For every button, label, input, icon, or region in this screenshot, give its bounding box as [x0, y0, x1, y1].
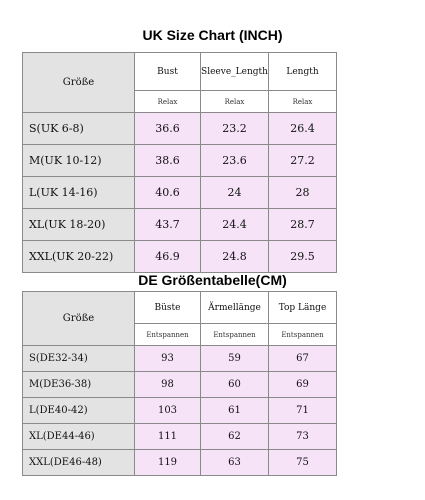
- size-label: M(DE36-38): [23, 372, 135, 398]
- length-value: 28: [269, 177, 337, 209]
- length-value: 69: [269, 372, 337, 398]
- bust-value: 43.7: [135, 209, 201, 241]
- sleeve-length-header: Sleeve_Length: [201, 53, 269, 91]
- size-label: S(UK 6-8): [23, 113, 135, 145]
- length-value: 27.2: [269, 145, 337, 177]
- table-row: [23, 113, 337, 145]
- length-fit-label: Relax: [269, 91, 337, 113]
- table-row: [23, 450, 337, 476]
- length-value: 71: [269, 398, 337, 424]
- size-label: XL(UK 18-20): [23, 209, 135, 241]
- size-label: XL(DE44-46): [23, 424, 135, 450]
- sleeve-value: 24: [201, 177, 269, 209]
- bust-value: 93: [135, 346, 201, 372]
- bust-value: 111: [135, 424, 201, 450]
- sleeve-value: 23.2: [201, 113, 269, 145]
- table-row: [23, 177, 337, 209]
- uk-size-chart-title: UK Size Chart (INCH): [142, 27, 283, 43]
- table-row: [23, 372, 337, 398]
- bust-fit-label: Entspannen: [135, 324, 201, 346]
- bust-value: 103: [135, 398, 201, 424]
- bust-value: 98: [135, 372, 201, 398]
- size-column-header: Größe: [23, 292, 135, 346]
- length-value: 28.7: [269, 209, 337, 241]
- bust-header: Büste: [135, 292, 201, 324]
- bust-value: 40.6: [135, 177, 201, 209]
- bust-header: Bust: [135, 53, 201, 91]
- sleeve-value: 60: [201, 372, 269, 398]
- sleeve-value: 59: [201, 346, 269, 372]
- table-row: [23, 145, 337, 177]
- table-row: [23, 398, 337, 424]
- size-column-header: Größe: [23, 53, 135, 113]
- size-label: S(DE32-34): [23, 346, 135, 372]
- length-value: 67: [269, 346, 337, 372]
- table-row: [23, 346, 337, 372]
- length-value: 75: [269, 450, 337, 476]
- length-header: Length: [269, 53, 337, 91]
- sleeve-length-header: Ärmellänge: [201, 292, 269, 324]
- sleeve-fit-label: Entspannen: [201, 324, 269, 346]
- size-label: XXL(UK 20-22): [23, 241, 135, 273]
- sleeve-value: 63: [201, 450, 269, 476]
- length-value: 26.4: [269, 113, 337, 145]
- bust-value: 36.6: [135, 113, 201, 145]
- bust-value: 119: [135, 450, 201, 476]
- length-header: Top Länge: [269, 292, 337, 324]
- size-label: L(DE40-42): [23, 398, 135, 424]
- length-fit-label: Entspannen: [269, 324, 337, 346]
- size-label: XXL(DE46-48): [23, 450, 135, 476]
- sleeve-value: 24.8: [201, 241, 269, 273]
- table-row: [23, 241, 337, 273]
- sleeve-value: 61: [201, 398, 269, 424]
- sleeve-value: 23.6: [201, 145, 269, 177]
- uk-size-table: [22, 52, 337, 273]
- table-row: [23, 209, 337, 241]
- bust-value: 38.6: [135, 145, 201, 177]
- size-label: L(UK 14-16): [23, 177, 135, 209]
- sleeve-fit-label: Relax: [201, 91, 269, 113]
- bust-value: 46.9: [135, 241, 201, 273]
- length-value: 73: [269, 424, 337, 450]
- de-size-table: [22, 291, 337, 476]
- size-label: M(UK 10-12): [23, 145, 135, 177]
- sleeve-value: 24.4: [201, 209, 269, 241]
- de-size-chart-title: DE Größentabelle(CM): [138, 272, 287, 288]
- length-value: 29.5: [269, 241, 337, 273]
- bust-fit-label: Relax: [135, 91, 201, 113]
- sleeve-value: 62: [201, 424, 269, 450]
- table-row: [23, 424, 337, 450]
